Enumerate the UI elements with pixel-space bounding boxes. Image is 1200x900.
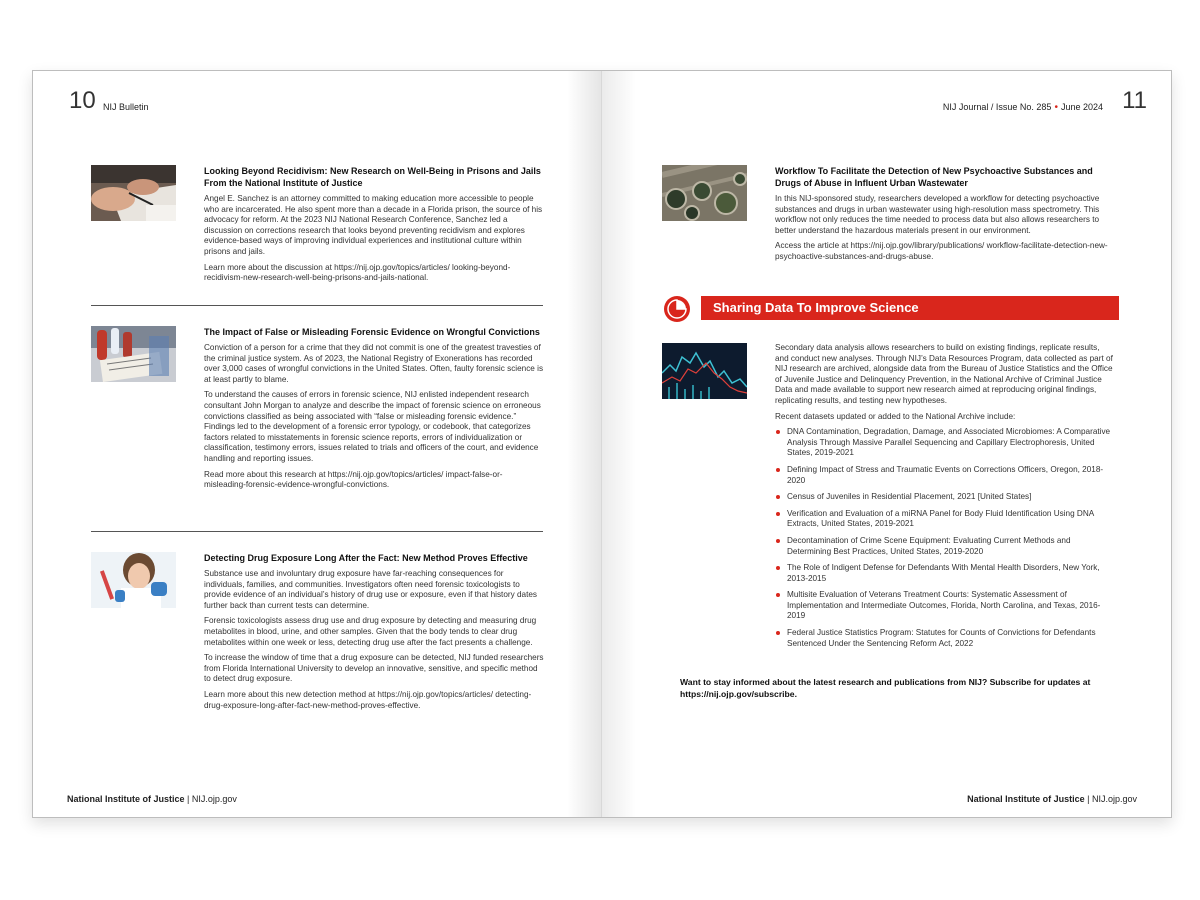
pie-chart-icon bbox=[663, 295, 691, 323]
section-divider bbox=[91, 305, 543, 306]
dataset-item: Census of Juveniles in Residential Placement, 2021 [United States] bbox=[775, 492, 1115, 503]
article-title: Detecting Drug Exposure Long After the Fact: New Method Proves Effective bbox=[204, 553, 528, 563]
article-paragraph: To understand the causes of errors in forensic science, NIJ enlisted independent research consultant John Morgan to analyze and describe the impact of forensic science on erroneous convictions classified as being associated with “false or misleading forensic evidence.” Findings led to the development of a forensic error typology, or codebook, that categorizes factors related to misstatements in forensic science reports, errors of individualization or classification, testimony errors, issues related to trials and officers of the court, and evidence handling and reporting issues. bbox=[204, 390, 541, 463]
dataset-item: Federal Justice Statistics Program: Statutes for Counts of Convictions for Defendants Sentenced Under the Sentencing Reform Act, 2022 bbox=[775, 628, 1115, 649]
lab-scientist-photo bbox=[91, 552, 176, 608]
article-paragraph: To increase the window of time that a drug exposure can be detected, NIJ funded researchers from Florida International University to develop an innovative, sensitive, and specific method to detect drug exposure. bbox=[204, 653, 544, 684]
section-divider bbox=[91, 531, 543, 532]
page-footer bbox=[67, 794, 237, 804]
article-link-paragraph: Learn more about this new detection method at https://nij.ojp.gov/topics/articles/ detecting-drug-exposure-long-after-fact-new-method-proves-effective. bbox=[204, 689, 532, 710]
article-paragraph: Substance use and involuntary drug exposure have far-reaching consequences for individuals, families, and communities. Investigators often need forensic toxicologists to provide evidence of an individual’s history of drug use or exposure, even if that history dates further back than current tests can determine. bbox=[204, 569, 538, 610]
page-footer bbox=[967, 794, 1137, 804]
subscribe-callout: Want to stay informed about the latest research and publications from NIJ? Subscribe for updates at https://nij.ojp.gov/subscribe. bbox=[680, 677, 1091, 699]
dataset-item: Defining Impact of Stress and Traumatic Events on Corrections Officers, Oregon, 2018-2020 bbox=[775, 465, 1115, 486]
dataset-item: Verification and Evaluation of a miRNA Panel for Body Fluid Identification Using DNA Extracts, United States, 2019-2021 bbox=[775, 509, 1115, 530]
article-paragraph: In this NIJ-sponsored study, researchers developed a workflow for detecting psychoactive substances and drugs in urban wastewater using high-resolution mass spectrometry. This workflow not only reduces the time needed to process data but also allows researchers to better understand the hazardous materials present in our environment. bbox=[775, 194, 1100, 235]
article-title: Workflow To Facilitate the Detection of New Psychoactive Substances and Drugs of Abuse in Influent Urban Wastewater bbox=[775, 166, 1093, 188]
dataset-item: Decontamination of Crime Scene Equipment: Evaluating Current Methods and Determining Best Practices, United States, 2019-2020 bbox=[775, 536, 1115, 557]
dataset-item: DNA Contamination, Degradation, Damage, and Associated Microbiomes: A Comparative Analysis Through Massive Parallel Sequencing and Capillary Electrophoresis, United States, 2019-2021 bbox=[775, 427, 1115, 459]
separator-dot: • bbox=[1054, 102, 1058, 113]
running-head: NIJ Bulletin bbox=[103, 102, 149, 112]
footer-site: NIJ.ojp.gov bbox=[1091, 794, 1137, 804]
article-paragraph: Forensic toxicologists assess drug use and drug exposure by detecting and measuring drug metabolites in blood, urine, and other samples. Given that the body tends to clear drug metabolites within one week or less, detecting drug use after the fact presents a challenge. bbox=[204, 616, 537, 647]
left-page bbox=[33, 71, 602, 817]
dataset-item: Multisite Evaluation of Veterans Treatment Courts: Systematic Assessment of Implementation and Intermediate Outcomes, Florida, North Carolina, and Texas, 2016-2019 bbox=[775, 590, 1115, 622]
journal-issue: NIJ Journal / Issue No. 285 bbox=[942, 102, 1052, 112]
article-link-paragraph: Learn more about the discussion at https://nij.ojp.gov/topics/articles/ looking-beyond-recidivism-new-research-well-being-prisons-and-jails-national. bbox=[204, 262, 511, 283]
footer-separator: | bbox=[184, 794, 192, 804]
article-title: Looking Beyond Recidivism: New Research on Well-Being in Prisons and Jails From the National Institute of Justice bbox=[204, 166, 541, 188]
footer-org: National Institute of Justice bbox=[967, 794, 1085, 804]
article-link-paragraph: Read more about this research at https://nij.ojp.gov/topics/articles/ impact-false-or-misleading-forensic-evidence-wrongful-convictions. bbox=[204, 469, 503, 490]
wastewater-plant-photo bbox=[662, 165, 747, 221]
dataset-item: The Role of Indigent Defense for Defendants With Mental Health Disorders, New York, 2013-2015 bbox=[775, 563, 1115, 584]
issue-date: June 2024 bbox=[1060, 102, 1103, 112]
page-number: 11 bbox=[1122, 87, 1147, 114]
page-number: 10 bbox=[69, 87, 96, 114]
forensic-evidence-photo bbox=[91, 326, 176, 382]
footer-org: National Institute of Justice bbox=[67, 794, 185, 804]
article-link-paragraph: Access the article at https://nij.ojp.gov/library/publications/ workflow-facilitate-detection-new-psychoactive-substances-and-drugs-abuse. bbox=[775, 241, 1108, 261]
dataset-list bbox=[775, 427, 1115, 649]
prison-writing-photo bbox=[91, 165, 176, 221]
section-intro: Secondary data analysis allows researchers to build on existing findings, replicate results, and conduct new analyses. Through NIJ’s Data Resources Program, data collected as part of NIJ research are archived, alongside data from the Bureau of Justice Statistics and the Office of Juvenile Justice and Delinquency Prevention, in the National Archive of Criminal Justice Data and made available to support new research aimed at reproducing original findings, replicating results, and testing new hypotheses. bbox=[775, 343, 1113, 405]
article-paragraph: Angel E. Sanchez is an attorney committed to making education more accessible to people who are incarcerated. He also spent more than a decade in a Florida prison, the source of his advocacy for reform. At the 2023 NIJ National Research Conference, Sanchez led a discussion on corrections research that looks beyond preventing recidivism and explores evidence-based ways of improving individual experiences and institutional culture within prisons and jails. bbox=[204, 194, 543, 256]
dataset-list-intro: Recent datasets updated or added to the National Archive include: bbox=[775, 411, 1016, 421]
article-title: The Impact of False or Misleading Forensic Evidence on Wrongful Convictions bbox=[204, 327, 540, 337]
running-head bbox=[943, 102, 1103, 113]
right-page bbox=[602, 71, 1171, 817]
stock-chart-photo bbox=[662, 343, 747, 399]
section-banner bbox=[666, 296, 1118, 322]
section-heading: Sharing Data To Improve Science bbox=[701, 296, 1119, 320]
magazine-spread bbox=[32, 70, 1172, 818]
article-paragraph: Conviction of a person for a crime that they did not commit is one of the greatest travesties of the criminal justice system. As of 2023, the National Registry of Exonerations has recorded over 3,000 cases of wrongful convictions in the United States. Often, faulty forensic science is at least partly to blame. bbox=[204, 343, 544, 384]
footer-site: NIJ.ojp.gov bbox=[191, 794, 237, 804]
footer-separator: | bbox=[1084, 794, 1092, 804]
